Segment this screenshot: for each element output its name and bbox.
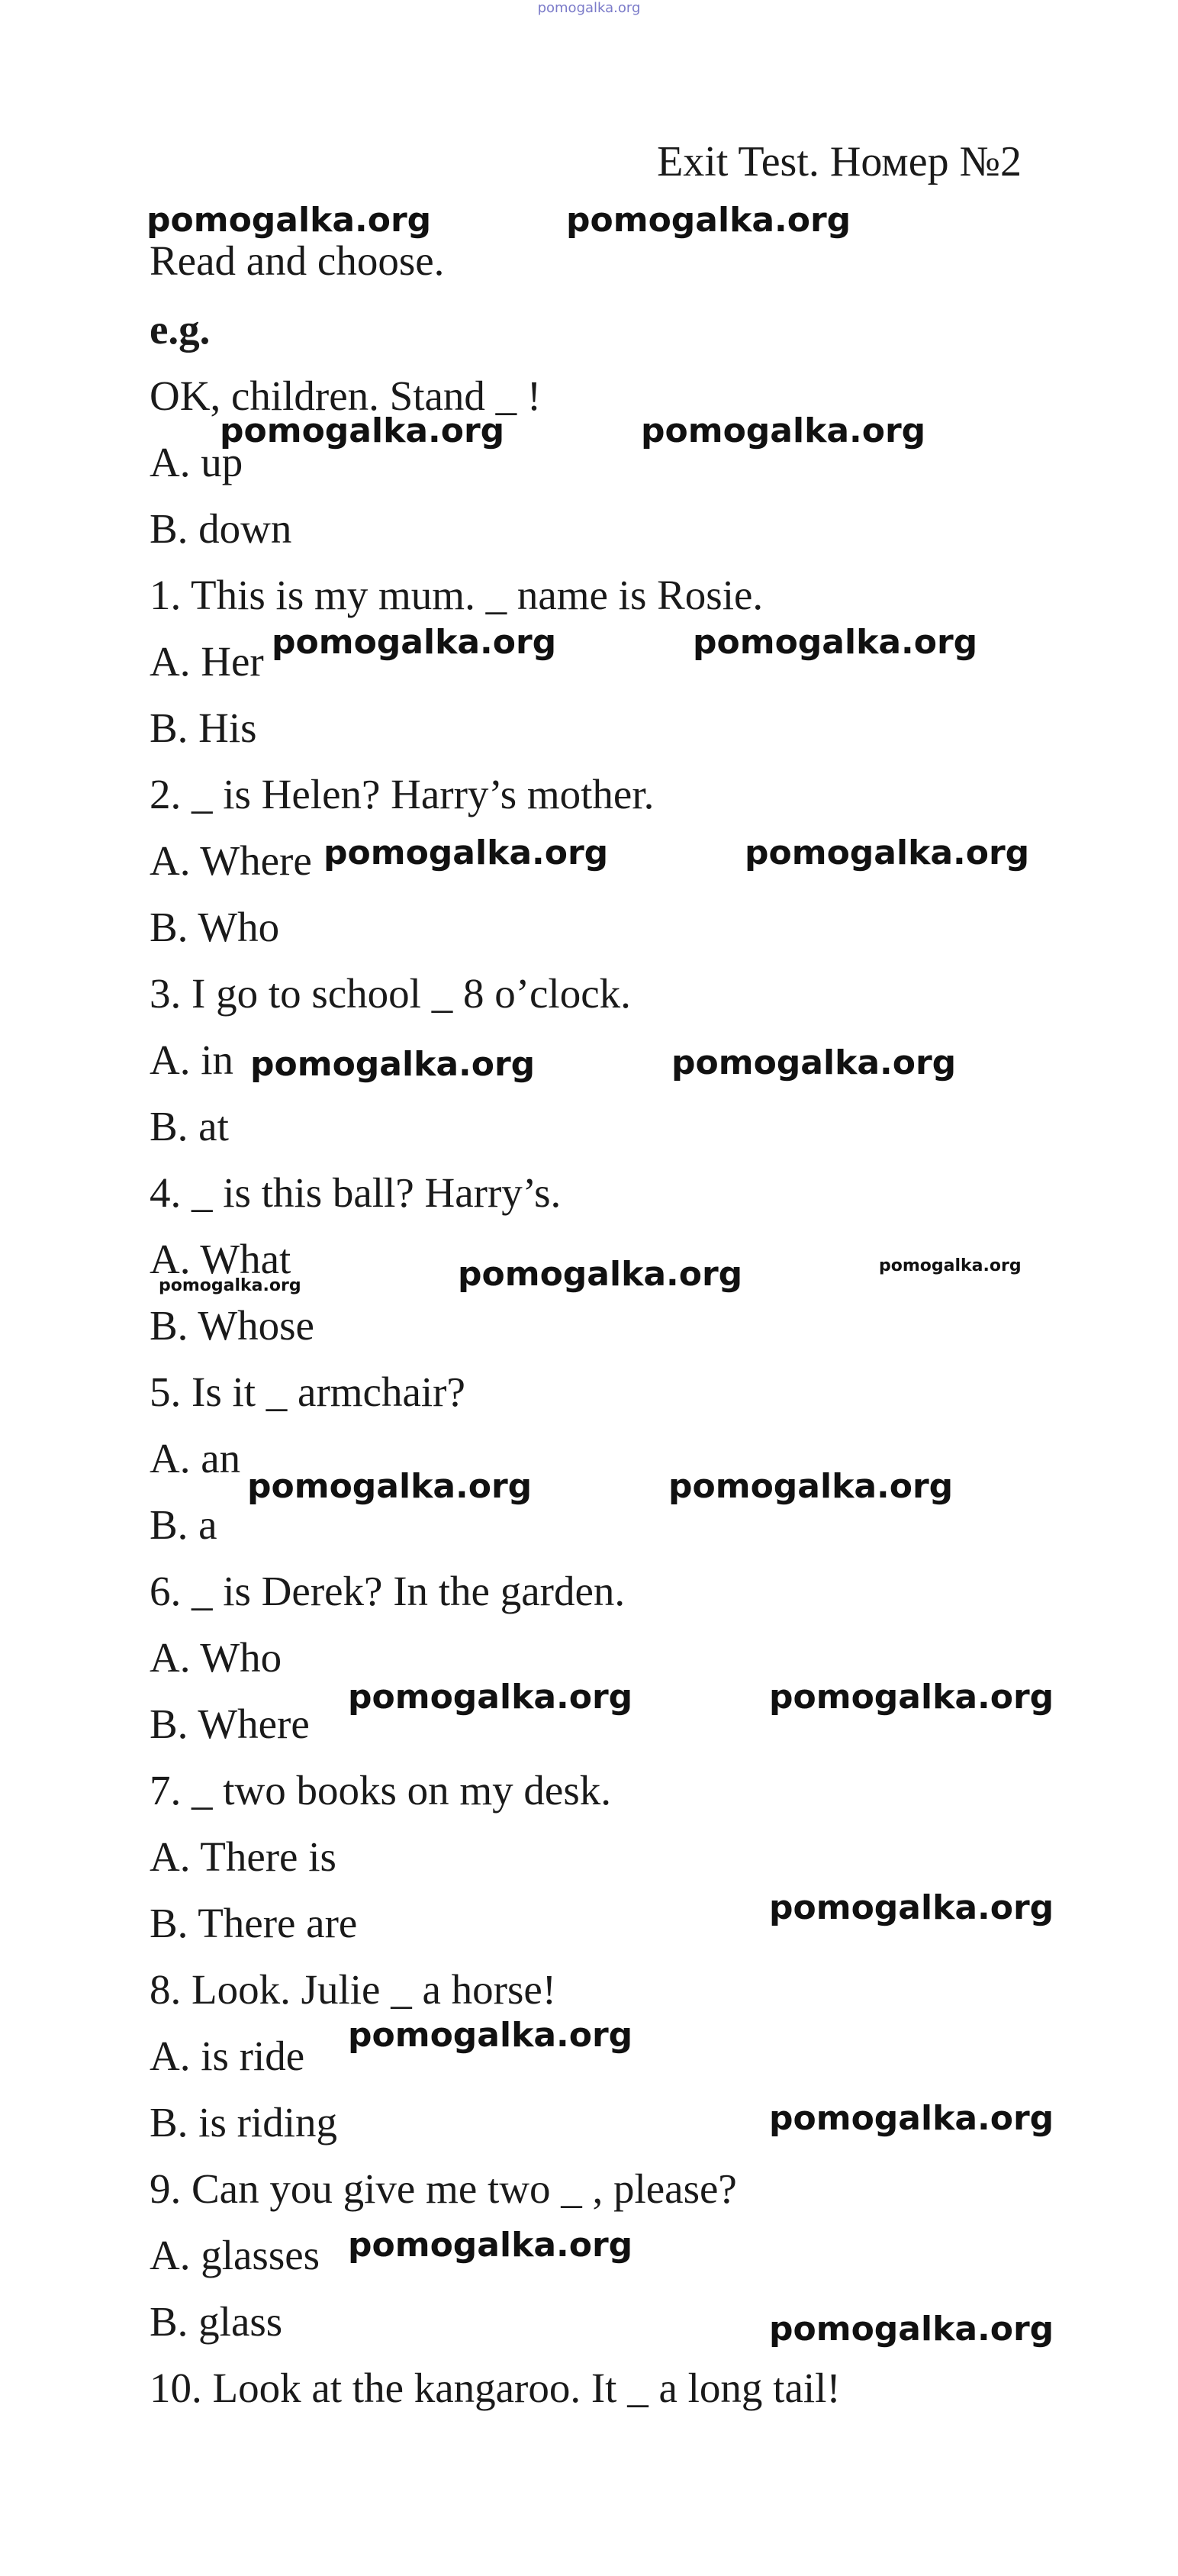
question-1-option-b: B. His bbox=[150, 704, 257, 751]
question-3-option-a: A. in bbox=[150, 1037, 233, 1083]
question-3: 3. I go to school _ 8 o’clock. bbox=[150, 970, 631, 1017]
question-7-option-a: A. There is bbox=[150, 1833, 336, 1880]
watermark: pomogalka.org bbox=[348, 2016, 633, 2055]
watermark: pomogalka.org bbox=[272, 623, 557, 662]
watermark: pomogalka.org bbox=[348, 2226, 633, 2265]
example-option-b: B. down bbox=[150, 505, 292, 552]
question-7-option-b: B. There are bbox=[150, 1900, 358, 1946]
site-label: pomogalka.org bbox=[537, 0, 641, 16]
question-7: 7. _ two books on my desk. bbox=[150, 1767, 611, 1814]
instruction: Read and choose. bbox=[150, 237, 445, 284]
question-10: 10. Look at the kangaroo. It _ a long tail! bbox=[150, 2365, 841, 2411]
watermark: pomogalka.org bbox=[348, 1678, 633, 1717]
example-question: OK, children. Stand _ ! bbox=[150, 372, 542, 419]
question-5-option-a: A. an bbox=[150, 1435, 241, 1481]
question-9-option-b: B. glass bbox=[150, 2298, 283, 2345]
watermark: pomogalka.org bbox=[247, 1467, 533, 1506]
question-2-option-b: B. Who bbox=[150, 904, 280, 950]
question-4-option-b: B. Whose bbox=[150, 1302, 314, 1349]
watermark: pomogalka.org bbox=[769, 1678, 1054, 1717]
watermark: pomogalka.org bbox=[769, 2099, 1054, 2138]
example-option-a: A. up bbox=[150, 439, 243, 485]
watermark: pomogalka.org bbox=[323, 833, 609, 872]
question-8: 8. Look. Julie _ a horse! bbox=[150, 1966, 557, 2013]
watermark: pomogalka.org bbox=[159, 1276, 301, 1295]
page-title: Exit Test. Номер №2 bbox=[657, 138, 1022, 185]
question-1: 1. This is my mum. _ name is Rosie. bbox=[150, 572, 764, 618]
question-2-option-a: A. Where bbox=[150, 837, 312, 884]
question-5-option-b: B. a bbox=[150, 1501, 217, 1548]
watermark: pomogalka.org bbox=[566, 201, 851, 240]
watermark: pomogalka.org bbox=[458, 1255, 743, 1294]
watermark: pomogalka.org bbox=[146, 201, 432, 240]
example-label: e.g. bbox=[150, 306, 211, 353]
question-3-option-b: B. at bbox=[150, 1103, 229, 1149]
watermark: pomogalka.org bbox=[769, 1888, 1054, 1927]
watermark: pomogalka.org bbox=[745, 833, 1030, 872]
question-5: 5. Is it _ armchair? bbox=[150, 1369, 465, 1415]
watermark: pomogalka.org bbox=[668, 1467, 954, 1506]
question-1-option-a: A. Her bbox=[150, 638, 264, 685]
question-9-option-a: A. glasses bbox=[150, 2232, 320, 2278]
watermark: pomogalka.org bbox=[671, 1043, 957, 1082]
watermark: pomogalka.org bbox=[220, 411, 505, 450]
watermark: pomogalka.org bbox=[879, 1256, 1022, 1275]
question-4-option-a: A. What bbox=[150, 1236, 291, 1282]
question-8-option-a: A. is ride bbox=[150, 2033, 305, 2079]
question-9: 9. Can you give me two _ , please? bbox=[150, 2165, 737, 2212]
question-8-option-b: B. is riding bbox=[150, 2099, 337, 2146]
question-6-option-b: B. Where bbox=[150, 1701, 310, 1747]
question-4: 4. _ is this ball? Harry’s. bbox=[150, 1169, 562, 1216]
watermark: pomogalka.org bbox=[641, 411, 926, 450]
watermark: pomogalka.org bbox=[693, 623, 978, 662]
watermark: pomogalka.org bbox=[250, 1045, 536, 1084]
question-6-option-a: A. Who bbox=[150, 1634, 282, 1681]
question-6: 6. _ is Derek? In the garden. bbox=[150, 1568, 626, 1614]
watermark: pomogalka.org bbox=[769, 2310, 1054, 2349]
question-2: 2. _ is Helen? Harry’s mother. bbox=[150, 771, 655, 817]
